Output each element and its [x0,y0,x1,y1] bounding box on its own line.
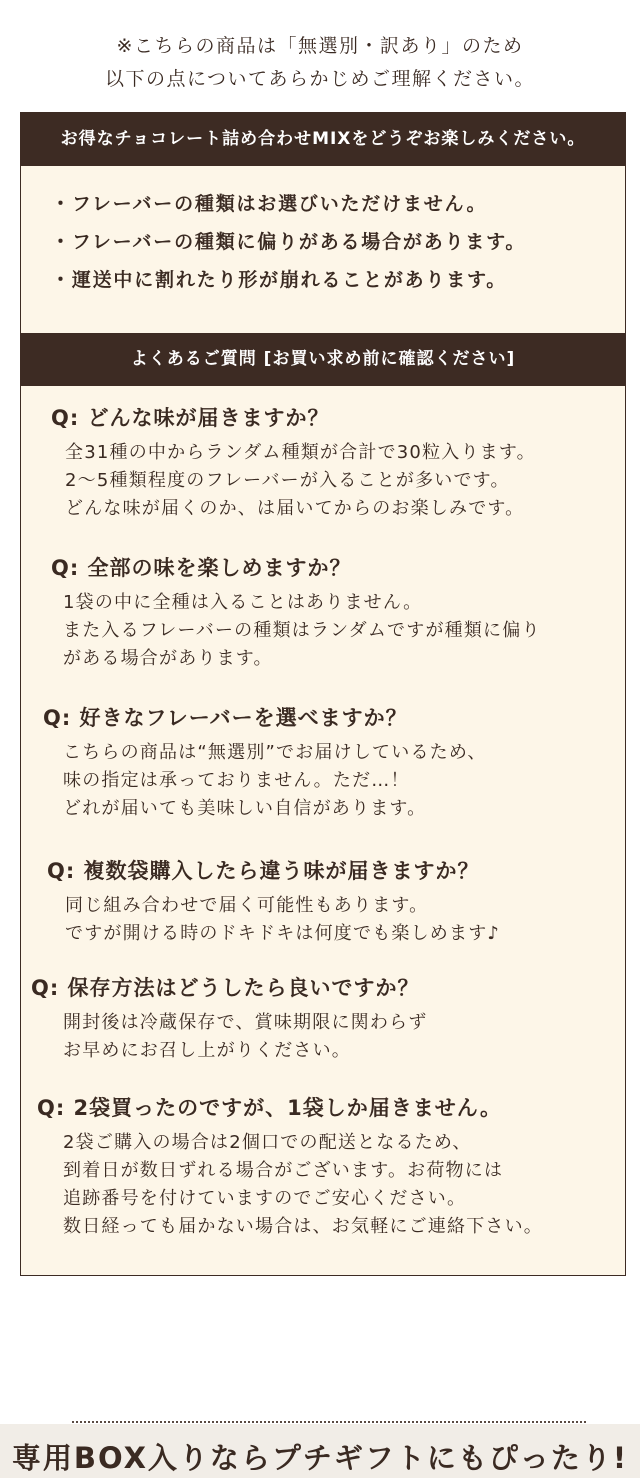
notice-line-2: 以下の点についてあらかじめご理解ください。 [104,68,536,90]
caution-item: ・ 運送中に割れたり形が崩れることがあります。 [51,261,526,299]
faq-answer-line: どんな味が届くのか、は届いてからのお楽しみです。 [65,498,525,519]
faq-answer-line: ですが開ける時のドキドキは何度でも楽しめます♪ [65,923,501,944]
gift-banner-title: 専用BOX入りならプチギフトにもぴったり! [11,1441,629,1475]
notice-text [0,30,640,96]
section-header-faq: よくあるご質問 [お買い求め前に確認ください] [21,333,625,386]
faq-answer [63,1129,625,1241]
caution-item: ・ フレーバーの種類に偏りがある場合があります。 [51,223,526,261]
info-box [20,112,626,1276]
faq-answer-line: 数日経っても届かない場合は、お気軽にご連絡下さい。 [63,1216,543,1237]
caution-list [51,185,526,299]
faq-question: Q: 好きなフレーバーを選べますか？ [43,706,408,730]
faq-answer-line: 味の指定は承っておりません。ただ…！ [63,770,410,791]
faq-answer [63,1009,625,1065]
faq-answer [65,439,625,523]
faq-item [37,1093,625,1241]
faq-question: Q: 複数袋購入したら違う味が届きますか？ [47,859,480,883]
faq-item [31,973,625,1065]
faq-answer-line: 追跡番号を付けていますのでご安心ください。 [63,1188,467,1209]
faq-item [51,553,625,673]
faq-answer-line: また入るフレーバーの種類はランダムですが種類に偏り [63,620,541,641]
faq-answer [65,892,625,948]
faq-answer-line: お早めにお召し上がりください。 [63,1040,351,1061]
faq-answer [63,589,625,673]
faq-answer-line: 2袋ご購入の場合は2個口での配送となるため、 [63,1132,472,1153]
faq-item [47,856,625,948]
faq-answer-line: 開封後は冷蔵保存で、賞味期限に関わらず [63,1012,428,1033]
dotted-divider [72,1421,586,1423]
faq-question: Q: 保存方法はどうしたら良いですか？ [31,976,420,1000]
faq-answer-line: 到着日が数日ずれる場合がございます。お荷物には [63,1160,504,1181]
section-header-mix: お得なチョコレート詰め合わせMIXをどうぞお楽しみください。 [21,113,625,166]
faq-item [51,403,625,523]
faq-answer-line: こちらの商品は“無選別”でお届けしているため、 [63,742,487,763]
faq-answer-line: どれが届いても美味しい自信があります。 [63,798,427,819]
faq-answer-line: がある場合があります。 [63,648,273,669]
faq-question: Q: どんな味が届きますか？ [51,406,330,430]
faq-answer-line: 全31種の中からランダム種類が合計で30粒入ります。 [65,442,536,463]
faq-answer [63,739,625,823]
faq-answer-line: 2〜5種類程度のフレーバーが入ることが多いです。 [65,470,510,491]
notice-line-1: ※こちらの商品は「無選別・訳あり」のため [116,35,524,57]
faq-question: Q: 全部の味を楽しめますか？ [51,556,352,580]
faq-answer-line: 同じ組み合わせで届く可能性もあります。 [65,895,429,916]
faq-item [43,703,625,823]
faq-answer-line: 1袋の中に全種は入ることはありません。 [63,592,423,613]
caution-item: ・ フレーバーの種類はお選びいただけません。 [51,185,526,223]
faq-question: Q: 2袋買ったのですが、1袋しか届きません。 [37,1096,503,1120]
